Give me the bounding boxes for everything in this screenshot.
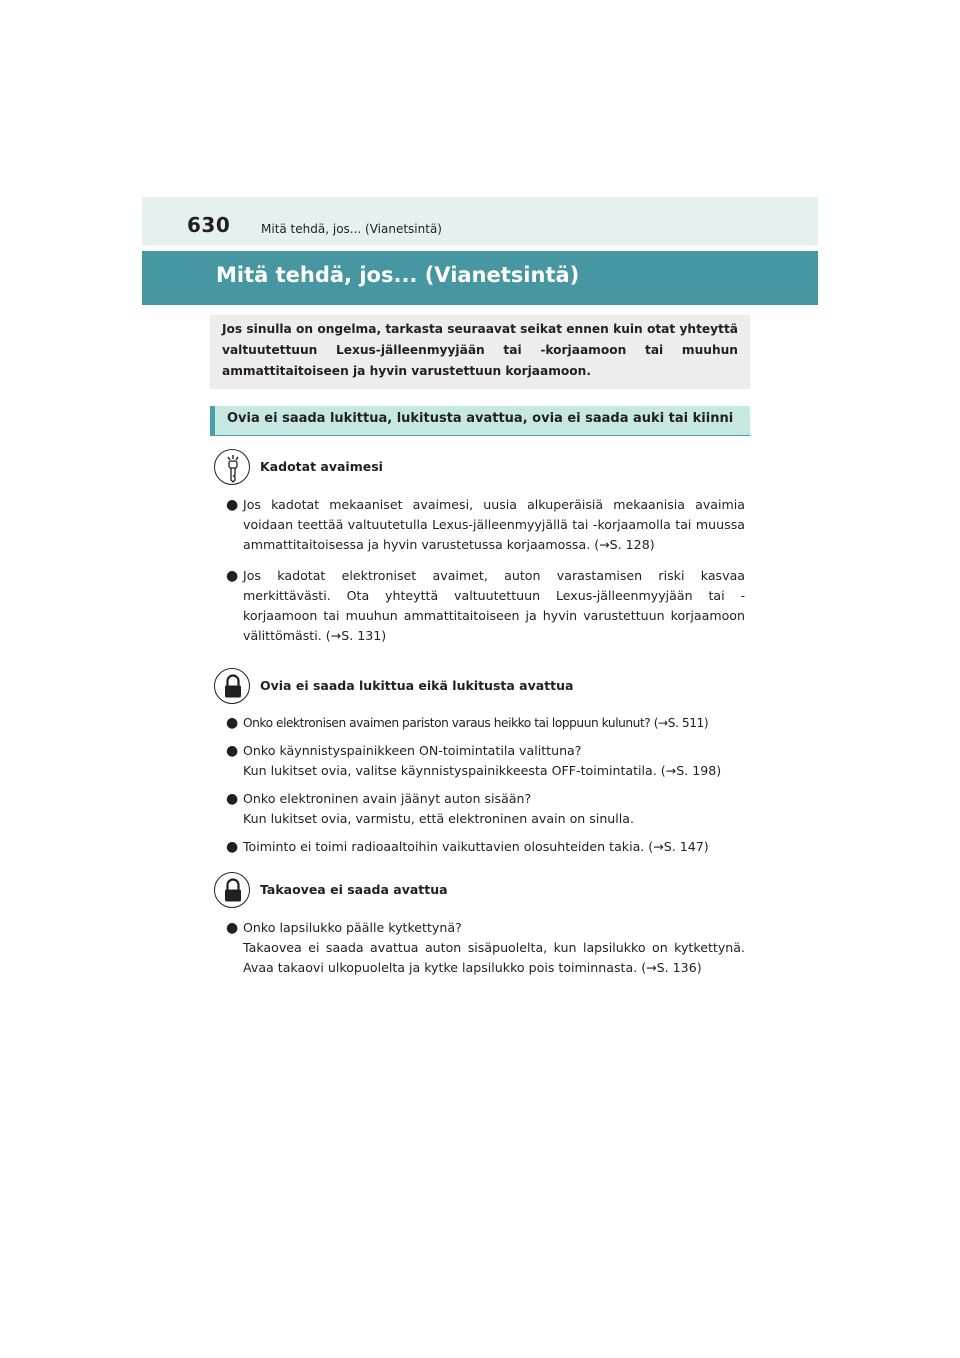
subsection-label: Kadotat avaimesi xyxy=(260,459,383,474)
list-item xyxy=(243,837,745,857)
list-item-subtext: Takaovea ei saada avattua auton sisäpuolelta, kun lapsilukko on kytkettynä. Avaa takaovi ulkopuolelta ja kytke lapsilukko pois toiminnasta. (→S. 136) xyxy=(243,940,745,975)
list-item xyxy=(243,566,745,646)
page-number: 630 xyxy=(187,213,231,237)
list-item-text: Onko elektronisen avaimen pariston varaus heikko tai loppuun kulunut? (→S. 511) xyxy=(243,716,709,730)
list-item-text: Toiminto ei toimi radioaaltoihin vaikuttavien olosuhteiden takia. (→S. 147) xyxy=(243,839,709,854)
padlock-icon xyxy=(214,668,250,704)
header-band xyxy=(142,197,818,245)
running-title: Mitä tehdä, jos... (Vianetsintä) xyxy=(261,222,442,236)
subsection-label: Ovia ei saada lukittua eikä lukitusta avattua xyxy=(260,678,574,693)
subsection-label: Takaovea ei saada avattua xyxy=(260,882,448,897)
bullet: ● xyxy=(226,568,239,584)
list-item-text: Jos kadotat elektroniset avaimet, auton varastamisen riski kasvaa merkittävästi. Ota yhteyttä valtuutettuun Lexus-jälleenmyyjään tai -korjaamoon tai muuhun ammattitaitoiseen ja hyvin varustettuun korjaamoon välittömästi. (→S. 131) xyxy=(243,568,745,643)
list-item xyxy=(243,741,745,781)
key-icon xyxy=(214,449,250,485)
list-item xyxy=(243,789,745,829)
list-item-text: Onko lapsilukko päälle kytkettynä? xyxy=(243,920,462,935)
bullet: ● xyxy=(226,743,239,759)
page-title: Mitä tehdä, jos... (Vianetsintä) xyxy=(216,263,580,287)
list-item xyxy=(243,713,745,733)
bullet: ● xyxy=(226,715,239,731)
bullet: ● xyxy=(226,791,239,807)
list-item-text: Onko käynnistyspainikkeen ON-toimintatila valittuna? xyxy=(243,743,582,758)
list-item-subtext: Kun lukitset ovia, varmistu, että elektroninen avain on sinulla. xyxy=(243,811,634,826)
section-heading: Ovia ei saada lukittua, lukitusta avattua, ovia ei saada auki tai kiinni xyxy=(227,411,734,426)
padlock-icon xyxy=(214,872,250,908)
list-item-subtext: Kun lukitset ovia, valitse käynnistyspainikkeesta OFF-toimintatila. (→S. 198) xyxy=(243,763,722,778)
list-item xyxy=(243,495,745,555)
bullet: ● xyxy=(226,497,239,513)
list-item-text: Jos kadotat mekaaniset avaimesi, uusia alkuperäisiä mekaanisia avaimia voidaan teettää valtuutetulla Lexus-jälleenmyyjällä tai -korjaamolla tai muussa ammattitaitoisessa ja hyvin varustetussa korjaamossa. (→S. 128) xyxy=(243,497,745,552)
intro-box: Jos sinulla on ongelma, tarkasta seuraavat seikat ennen kuin otat yhteyttä valtuutettuun Lexus-jälleenmyyjään tai -korjaamoon tai muuhun ammattitaitoiseen ja hyvin varustettuun korjaamoon. xyxy=(210,315,750,389)
bullet: ● xyxy=(226,839,239,855)
list-item xyxy=(243,918,745,978)
list-item-text: Onko elektroninen avain jäänyt auton sisään? xyxy=(243,791,532,806)
bullet: ● xyxy=(226,920,239,936)
section-heading-bar xyxy=(210,406,750,436)
